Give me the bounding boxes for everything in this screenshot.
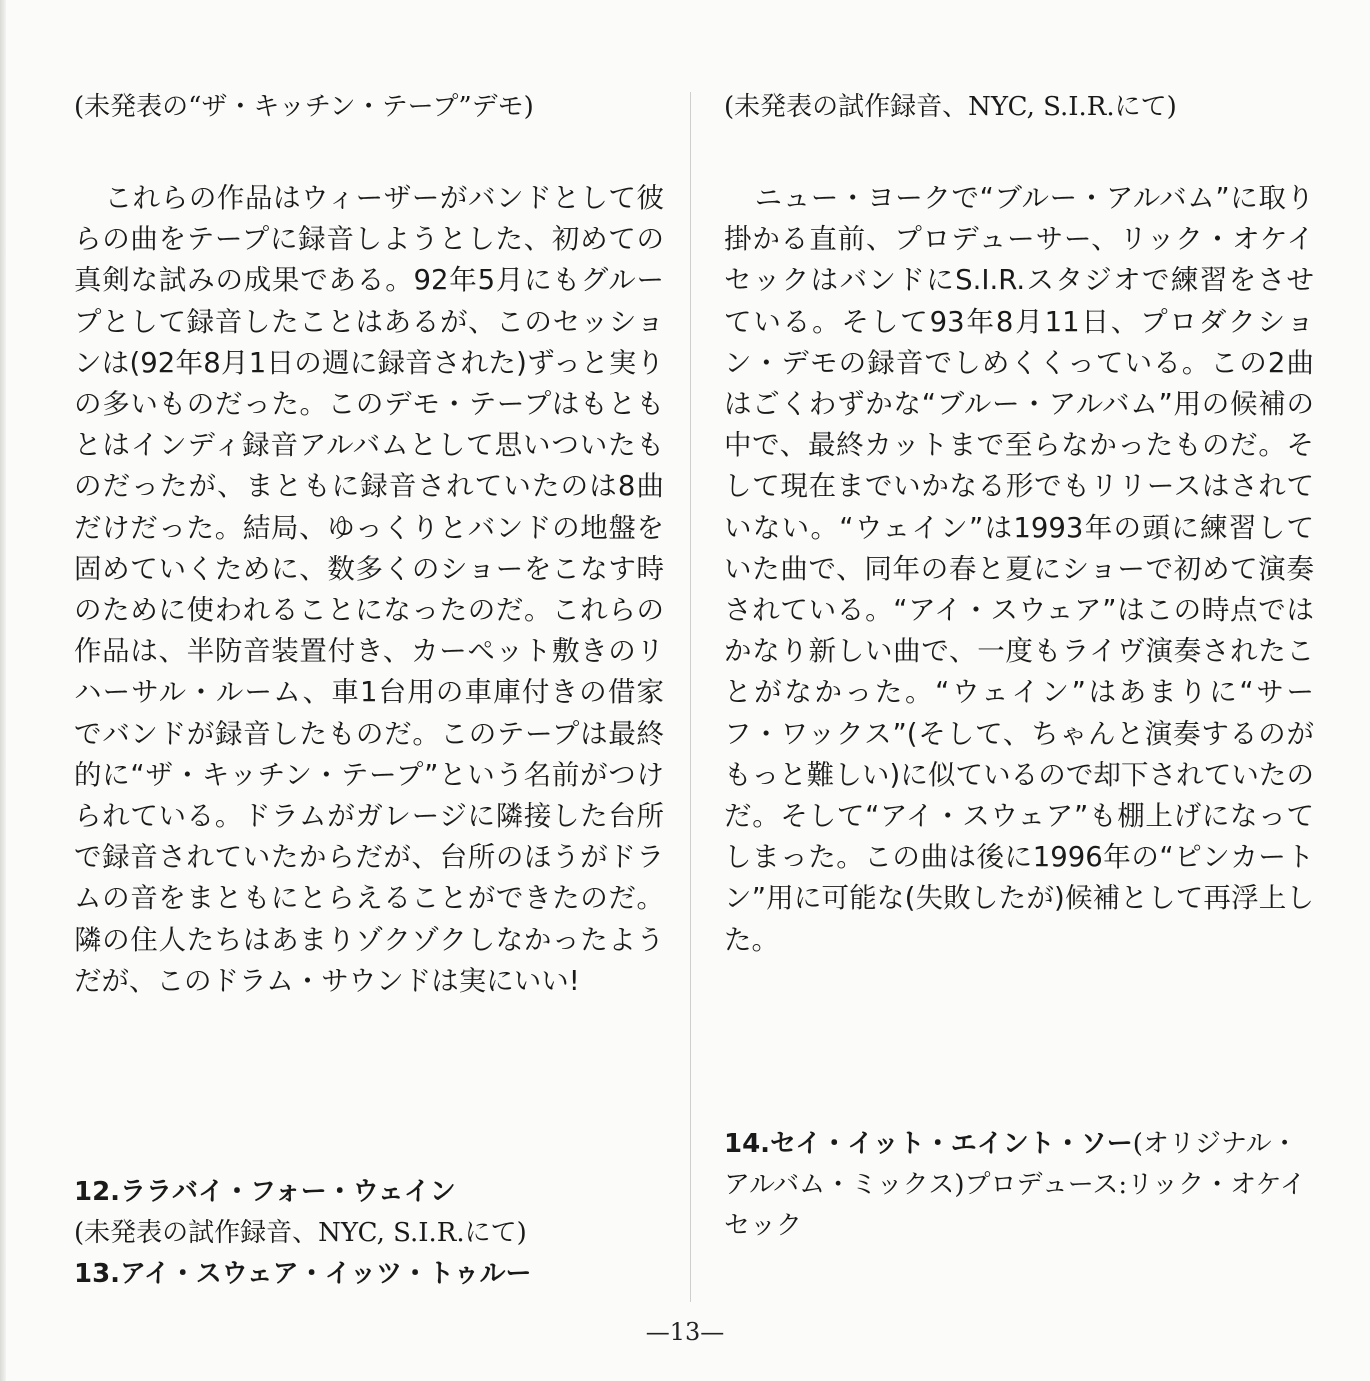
right-body-text: ニュー・ヨークで“ブルー・アルバム”に取り掛かる直前、プロデューサー、リック・オケイセックはバンドにS.I.R.スタジオで練習をさせている。そして93年8月11日、プロダクション・デモの録音でしめくくっている。この2曲はごくわずかな“ブルー・アルバム”用の候補の中で、最終カットまで至らなかったものだ。そして現在までいかなる形でもリリースはされていない。“ウェイン”は1993年の頭に練習していた曲で、同年の春と夏にショーで初めて演奏されている。“アイ・スウェア”はこの時点ではかなり新しい曲で、一度もライヴ演奏されたことがなかった。“ウェイン”はあまりに“サーフ・ワックス”(そして、ちゃんと演奏するのがもっと難しい)に似ているので却下されていたのだ。そして“アイ・スウェア”も棚上げになってしまった。この曲は後に1996年の“ピンカートン”用に可能な(失敗したが)候補として再浮上した。 [724, 182, 1314, 956]
track-12-note: (未発表の試作録音、NYC, S.I.R.にて) [74, 1218, 527, 1248]
page-number: —13— [645, 1318, 725, 1346]
left-body-text: これらの作品はウィーザーがバンドとして彼らの曲をテープに録音しようとした、初めての真剣な試みの成果である。92年5月にもグループとして録音したことはあるが、このセッションは(92年8月1日の週に録音された)ずっと実りの多いものだった。このデモ・テープはもともとはインディ録音アルバムとして思いついたものだったが、まともに録音されていたのは8曲だけだった。結局、ゆっくりとバンドの地盤を固めていくために、数多くのショーをこなす時のために使われることになったのだ。これらの作品は、半防音装置付き、カーペット敷きのリハーサル・ルーム、車1台用の車庫付きの借家でバンドが録音したものだ。このテープは最終的に“ザ・キッチン・テープ”という名前がつけられている。ドラムがガレージに隣接した台所で録音されていたからだが、台所のほうがドラムの音をまともにとらえることができたのだ。隣の住人たちはあまりゾクゾクしなかったようだが、このドラム・サウンドは実にいい! [74, 182, 664, 997]
track-12-title: 12.ララバイ・フォー・ウェイン [74, 1177, 456, 1207]
page-edge [0, 0, 6, 1381]
left-caption: (未発表の“ザ・キッチン・テープ”デモ) [74, 92, 534, 122]
right-caption: (未発表の試作録音、NYC, S.I.R.にて) [724, 92, 1177, 122]
track-13-title: 13.アイ・スウェア・イッツ・トゥルー [74, 1259, 532, 1289]
right-body-paragraph [724, 178, 1314, 961]
track-14-title: 14.セイ・イット・エイント・ソー [724, 1129, 1133, 1159]
track-list-right [724, 1124, 1314, 1247]
track-14-note: (オリジナル・アルバム・ミックス)プロデュース:リック・オケイセック [724, 1129, 1306, 1241]
column-divider [690, 92, 691, 1302]
left-body-paragraph [74, 178, 664, 1002]
track-list-left [74, 1172, 664, 1295]
